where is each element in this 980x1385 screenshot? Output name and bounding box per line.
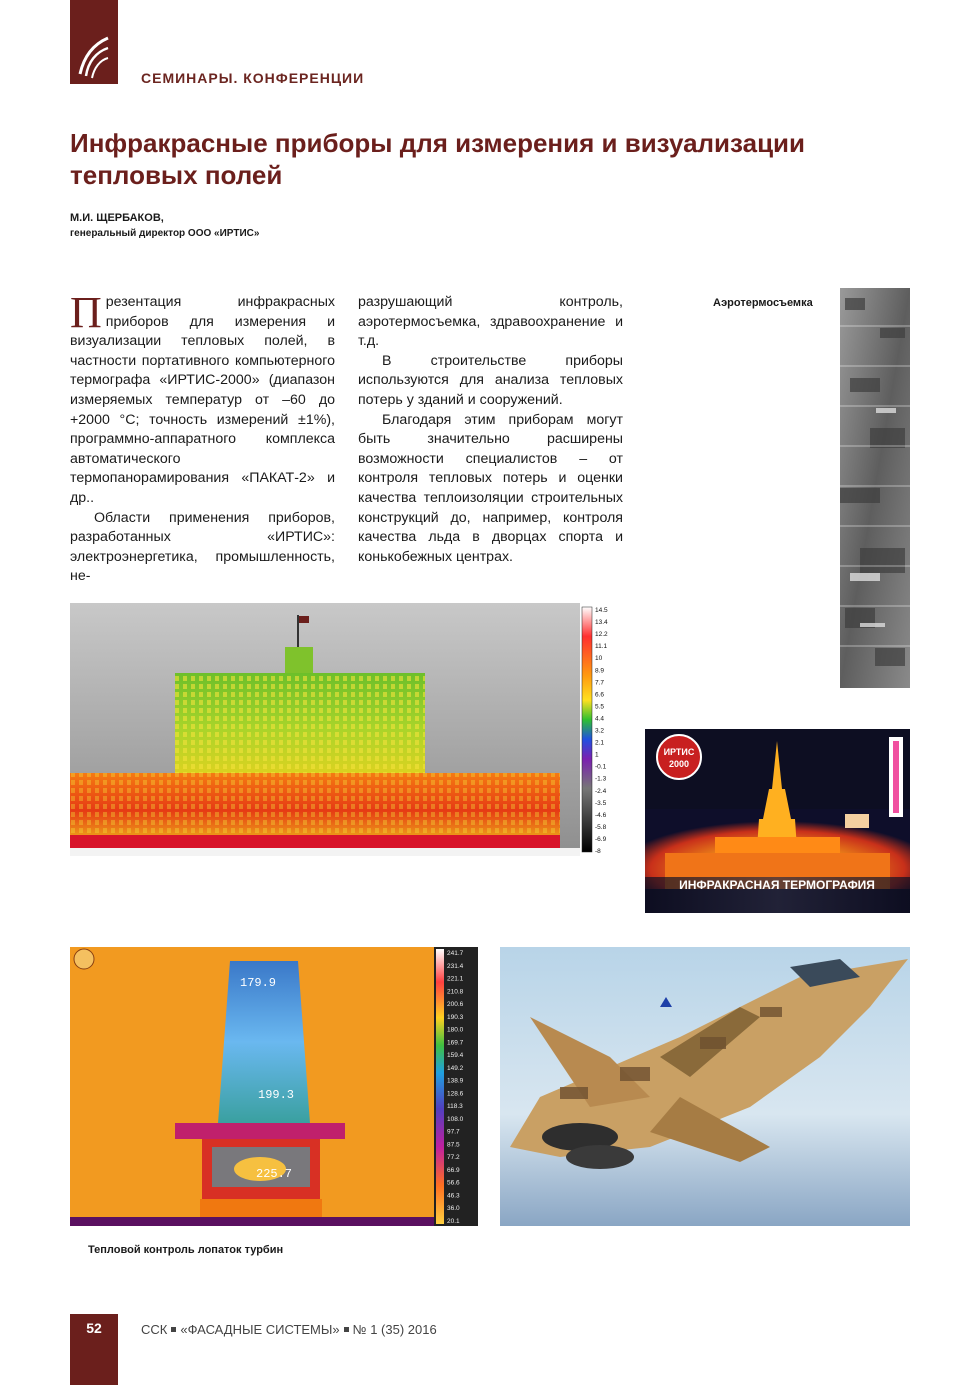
scale-tick-label: 200.6 — [447, 1001, 464, 1009]
fighter-jet-photo — [500, 947, 910, 1226]
scale-tick-label: 2.1 — [595, 739, 605, 747]
scale-tick-label: 241.7 — [447, 950, 464, 957]
scale-tick-label: 231.4 — [447, 962, 464, 970]
scale-tick-label: 8.9 — [595, 667, 605, 675]
scale-tick-label: -0.1 — [595, 763, 607, 771]
scale-tick-label: 169.7 — [447, 1039, 464, 1047]
section-heading: СЕМИНАРЫ. КОНФЕРЕНЦИИ — [141, 70, 365, 86]
scale-tick-label: 36.0 — [447, 1205, 460, 1213]
author-name: М.И. ЩЕРБАКОВ, — [70, 212, 164, 224]
author-role: генеральный директор ООО «ИРТИС» — [70, 228, 260, 239]
building-thermogram — [70, 603, 580, 856]
publication-abbr: ССК — [141, 1322, 168, 1337]
brand-logo-bar — [70, 0, 118, 84]
msu-logo-text: 2000 — [668, 759, 690, 769]
scale-tick-label: 7.7 — [595, 679, 605, 687]
paragraph: разрушающий контроль, аэротермосъемка, здравоохранение и т.д. — [358, 294, 623, 350]
scale-tick-label: 1 — [595, 751, 599, 759]
scale-tick-label: 4.4 — [595, 715, 605, 723]
scale-tick-label: -5.8 — [595, 823, 607, 831]
msu-banner-text: ИНФРАКРАСНАЯ ТЕРМОГРАФИЯ — [679, 878, 875, 892]
aerial-caption: Аэротермосъемка — [713, 297, 813, 309]
publication-line — [141, 1322, 437, 1337]
scale-tick-label: 10 — [595, 655, 603, 663]
scale-tick-label: 128.6 — [447, 1090, 464, 1098]
scale-tick-label: -2.4 — [595, 787, 607, 795]
turbine-reading-3: 225.7 — [256, 1167, 293, 1181]
page-number: 52 — [86, 1320, 102, 1336]
scale-tick-label: 210.8 — [447, 988, 464, 996]
author-block — [70, 212, 259, 239]
scale-tick-label: 20.1 — [447, 1218, 460, 1225]
scale-tick-label: 11.1 — [595, 643, 608, 651]
article-title: Инфракрасные приборы для измерения и визуализации тепловых полей — [70, 128, 806, 190]
building-temperature-scale — [580, 603, 623, 856]
scale-tick-label: -6.9 — [595, 835, 607, 843]
scale-tick-label: 77.2 — [447, 1154, 460, 1162]
scale-tick-label: 56.6 — [447, 1179, 460, 1187]
article-column-1 — [70, 288, 335, 587]
scale-tick-label: 6.6 — [595, 691, 605, 699]
scale-tick-label: 190.3 — [447, 1013, 464, 1021]
msu-thermogram — [645, 729, 910, 913]
scale-tick-label: 149.2 — [447, 1064, 464, 1072]
paragraph — [70, 288, 335, 509]
paragraph: В строительстве приборы используются для анализа тепловых потерь у зданий и сооружений. — [358, 352, 623, 408]
brand-swoosh-icon — [76, 34, 112, 80]
scale-tick-label: 108.0 — [447, 1115, 464, 1123]
publication-name: «ФАСАДНЫЕ СИСТЕМЫ» — [180, 1322, 340, 1337]
paragraph-text: резентация инфракрасных приборов для измерения и визуализации тепловых полей, в частности портативного компьютерного термографа «ИРТИС-2000» (диапазон измеряемых температур от –60 до +2000 °С; точность измерений ±1%), программно-аппаратного комплекса автоматического термопанорамирования «ПАКАТ-2» и др.. — [70, 294, 335, 506]
scale-tick-label: 13.4 — [595, 619, 608, 627]
msu-logo-text: ИРТИС — [663, 747, 695, 757]
scale-tick-label: 66.9 — [447, 1166, 460, 1174]
square-separator-icon — [171, 1327, 176, 1332]
scale-tick-label: -3.5 — [595, 799, 607, 807]
scale-tick-label: 14.5 — [595, 607, 608, 614]
scale-tick-label: 159.4 — [447, 1052, 464, 1060]
turbine-thermogram — [70, 947, 478, 1226]
scale-tick-label: -8 — [595, 848, 601, 855]
scale-tick-label: 46.3 — [447, 1192, 460, 1200]
scale-tick-label: 118.3 — [447, 1103, 463, 1111]
aerial-thermal-photo — [840, 288, 910, 688]
scale-tick-label: 180.0 — [447, 1026, 464, 1034]
issue-number: № 1 (35) 2016 — [352, 1322, 437, 1337]
square-separator-icon — [344, 1327, 349, 1332]
paragraph: Области применения приборов, разработанных «ИРТИС»: электроэнергетика, промышленность, не- — [70, 509, 335, 585]
drop-cap: П — [70, 288, 102, 337]
turbine-reading-2: 199.3 — [258, 1088, 295, 1102]
scale-tick-label: 5.5 — [595, 703, 605, 711]
turbine-caption: Тепловой контроль лопаток турбин — [88, 1244, 284, 1256]
scale-tick-label: -4.6 — [595, 811, 607, 819]
scale-tick-label: -1.3 — [595, 775, 607, 783]
scale-tick-label: 3.2 — [595, 727, 605, 735]
scale-tick-label: 87.5 — [447, 1141, 460, 1149]
paragraph: Благодаря этим приборам могут быть значительно расширены возможности специалистов – от контроля тепловых потерь и оценки качества теплоизоляции строительных конструкций до, например, контроля качества льда в дворцах спорта и конькобежных центрах. — [358, 411, 623, 565]
article-column-2 — [358, 293, 623, 567]
scale-tick-label: 12.2 — [595, 631, 608, 639]
scale-tick-label: 97.7 — [447, 1128, 460, 1136]
scale-tick-label: 138.9 — [447, 1077, 464, 1085]
scale-tick-label: 221.1 — [447, 975, 464, 983]
turbine-reading-1: 179.9 — [240, 976, 277, 990]
